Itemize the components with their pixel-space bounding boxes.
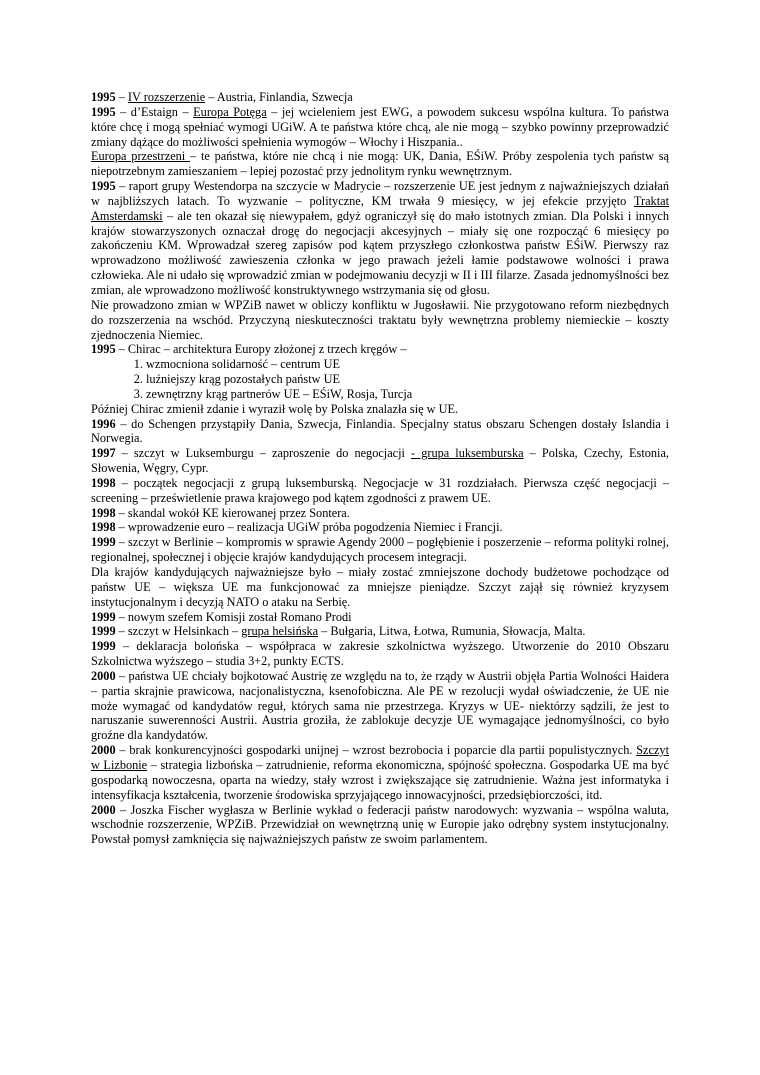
year: 1999 (91, 624, 116, 639)
paragraph-europa-potega: 1995 – d’Estaign – Europa Potęga – jej wcieleniem jest EWG, a powodem sukcesu wspólna kultura. To państwa które chcę i mogą spełniać wymogi UGiW. A te państwa które chcą, ale nie mogą – szybko powinny przeprowadzić zmiany dążące do możliwości spełnienia wymogów – Włochy i Hiszpania.. (91, 104, 669, 149)
paragraph-chirac-later: Później Chirac zmienił zdanie i wyraził wolę by Polska znalazła się w UE. (91, 401, 459, 416)
paragraph-2000-lisbon: 2000 – brak konkurencyjności gospodarki unijnej – wzrost bezrobocia i poparcie dla partii populistycznych. Szczyt w Lizbonie – strategia lizbońska – zatrudnienie, reforma ekonomiczna, spójność społeczna. Gospodarka UE ma być gospodarką nowoczesna, oparta na wiedzy, stały wzrost i zwiększające się zatrudnienie. Ważna jest informatyka i intensyfikacja kształcenia, tworzenie środowiska sprzyjającego innowacyjności, przedsiębiorczości, itd. (91, 743, 669, 802)
paragraph-1998-scandal: 1998 – skandal wokół KE kierowanej przez Sontera. (91, 505, 350, 520)
underlined-term: Europa przestrzeni (91, 149, 191, 164)
paragraph-1998-euro: 1998 – wprowadzenie euro – realizacja UGiW próba pogodzenia Niemiec i Francji. (91, 520, 503, 535)
year: 1998 (91, 475, 116, 490)
underlined-term: grupa helsińska (241, 624, 319, 639)
year: 1998 (91, 520, 116, 535)
paragraph-1995-enlargement: 1995 – IV rozszerzenie – Austria, Finlandia, Szwecja (91, 90, 353, 104)
paragraph-1999-helsinki: 1999 – szczyt w Helsinkach – grupa helsińska – Bułgaria, Litwa, Łotwa, Rumunia, Słowacja, Malta. (91, 624, 586, 639)
paragraph-1997-luxembourg: 1997 – szczyt w Luksemburgu – zaproszenie do negocjacji - grupa luksemburska – Polska, Czechy, Estonia, Słowenia, Węgry, Cypr. (91, 446, 669, 476)
year: 2000 (91, 802, 116, 817)
paragraph-westendorp-report: 1995 – raport grupy Westendorpa na szczycie w Madrycie – rozszerzenie UE jest jednym z najważniejszych działań w najbliższych latach. To wyzwanie – polityczne, KM trwała 9 miesięcy, w jej efekcie przyjęto Traktat Amsterdamski – ale ten okazał się niewypałem, gdyż ograniczył się do mało istotnych zmian. Dla Polski i innych krajów stowarzyszonych oznaczał drogę do negocjacji akcesyjnych – miały się one rozpocząć 6 miesięcy po zakończeniu KM. Wprowadzał szereg zapisów pod kątem przyszłego członkostwa państw EŚiW. Pierwszy raz wprowadzono możliwość zawieszenia członka w jego prawach jeżeli łamie podstawowe wolności i prawa człowieka. Ale ni udało się wprowadzić zmian w podejmowaniu decyzji w II i III filarze. Zasada jednomyślności bez zmian, ale wprowadzono możliwość konstruktywnego wstrzymania się od głosu. (91, 179, 669, 297)
paragraph-1999-bologna: 1999 – deklaracja bolońska – współpraca w zakresie szkolnictwa wyższego. Utworzenie do 2010 Obszaru Szkolnictwa wyższego – studia 3+2, punkty ECTS. (91, 639, 669, 669)
year: 1995 (91, 179, 116, 194)
year: 1995 (91, 104, 116, 119)
year: 2000 (91, 668, 116, 683)
year: 1995 (91, 90, 116, 104)
paragraph-1998-negotiations: 1998 – początek negocjacji z grupą luksemburską. Negocjacje w 31 rozdziałach. Pierwsza część negocjacji – screening – prześwietlenie prawa krajowego pod kątem zgodności z prawem UE. (91, 475, 669, 505)
underlined-term: Szczyt w Lizbonie (91, 743, 669, 772)
underlined-term: Europa Potęga (193, 104, 267, 119)
year: 1999 (91, 639, 116, 654)
year: 1997 (91, 446, 116, 461)
paragraph-2000-austria: 2000 – państwa UE chciały bojkotować Austrię ze względu na to, że rządy w Austrii objęła Partia Wolności Haidera – partia skrajnie prawicowa, nacjonalistyczna, ksenofobiczna. Ale PE w rezolucji wydał oświadczenie, że UE nie może wymagać od kandydatów reguł, których sama nie przestrzega. Kryzys w UE- niektórzy sądzili, że jest to naruszanie suwerenności Austrii. Austria groziła, że zablokuje decyzje UE wymagające jednomyślności, co było groźne dla kandydatów. (91, 668, 669, 743)
year: 1995 (91, 342, 116, 357)
paragraph-1996-schengen: 1996 – do Schengen przystąpiły Dania, Szwecja, Finlandia. Specjalny status obszaru Schengen dostały Islandia i Norwegia. (91, 416, 669, 446)
year: 1998 (91, 505, 116, 520)
list-item: 2. luźniejszy krąg pozostałych państw UE (146, 372, 669, 387)
paragraph-chirac: 1995 – Chirac – architektura Europy złożonej z trzech kręgów – (91, 342, 407, 357)
paragraph-1999-berlin: 1999 – szczyt w Berlinie – kompromis w sprawie Agendy 2000 – pogłębienie i poszerzenie – reforma polityki rolnej, regionalnej, społecznej i objęcie krajów kandydujących procesem integracji. (91, 535, 669, 565)
paragraph-1999-prodi: 1999 – nowym szefem Komisji został Romano Prodi (91, 609, 352, 624)
underlined-term: Traktat Amsterdamski (91, 193, 669, 223)
list-item: 3. zewnętrzny krąg partnerów UE – EŚiW, Rosja, Turcja (146, 387, 669, 402)
year: 2000 (91, 743, 116, 758)
circles-list (91, 357, 669, 402)
underlined-term: - grupa luksemburska (411, 446, 524, 461)
year: 1999 (91, 609, 116, 624)
year: 1996 (91, 416, 116, 431)
paragraph-europa-przestrzeni: Europa przestrzeni – te państwa, które nie chcą i nie mogą: UK, Dania, EŚiW. Próby zespolenia tych państw są niepotrzebnym zamieszaniem – lepiej pozostać przy jednolitym rynku wewnętrznym. (91, 149, 669, 179)
underlined-term: IV rozszerzenie (127, 90, 206, 104)
paragraph-wpzib: Nie prowadzono zmian w WPZiB nawet w obliczy konfliktu w Jugosławii. Nie przygotowano reform niezbędnych do rozszerzenia na wschód. Przyczyną nieskuteczności traktatu były wewnętrzna problemy niemieckie – koszty zjednoczenia Niemiec. (91, 297, 669, 342)
document-body (91, 90, 669, 847)
paragraph-2000-fischer: 2000 – Joszka Fischer wygłasza w Berlinie wykład o federacji państw narodowych: wyzwania – wspólna waluta, wschodnie rozszerzenie, WPZiB. Przewidział on wewnętrzną unię w Europie jako odrębny system instytucjonalny. Powstał pomysł zamknięcia się najważniejszych państw ze swoim parlamentem. (91, 802, 669, 847)
year: 1999 (91, 535, 116, 550)
list-item: 1. wzmocniona solidarność – centrum UE (146, 357, 669, 372)
paragraph-candidates: Dla krajów kandydujących najważniejsze było – miały zostać zmniejszone dochody budżetowe pochodzące od państw UE – większa UE ma funkcjonować za mniejsze pieniądze. Szczyt zajął się również kryzysem instytucjonalnym i decyzją NATO o ataku na Serbię. (91, 565, 669, 609)
